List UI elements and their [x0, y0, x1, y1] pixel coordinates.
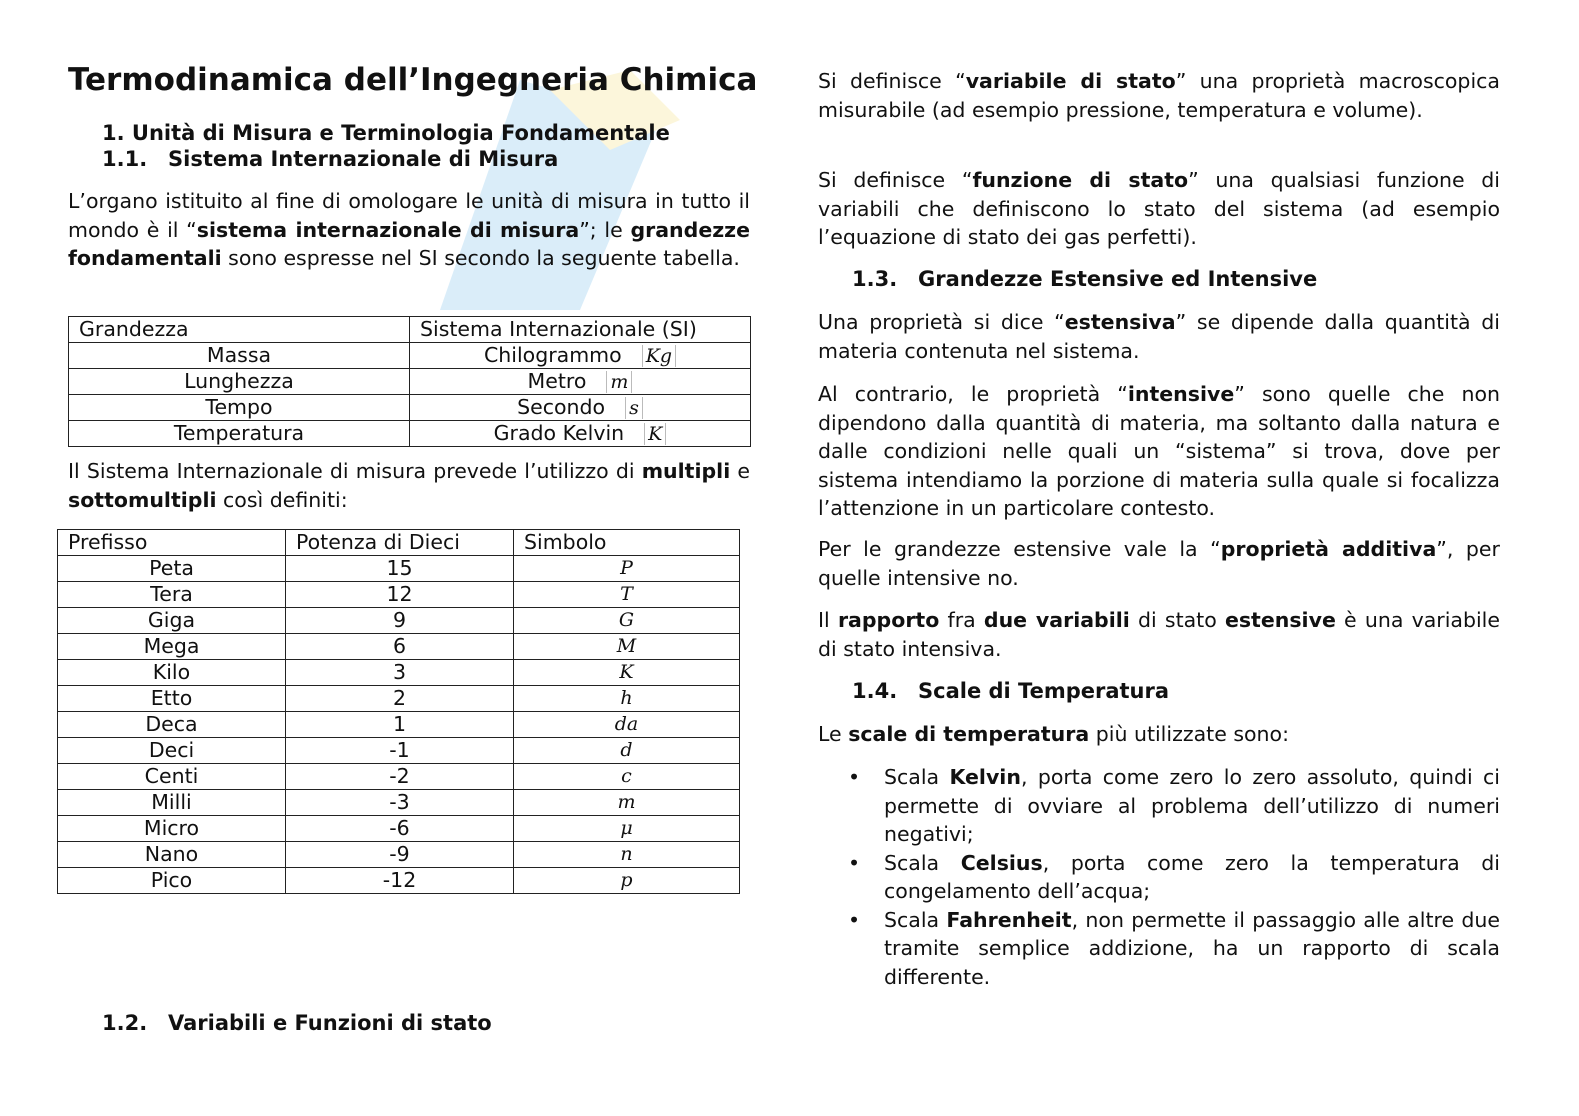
table-row: Lunghezza Metro m — [69, 369, 751, 395]
list-item: • Scala Kelvin, porta come zero lo zero assoluto, quindi ci permette di ovviare al problema dell’utilizzo di numeri negativi; — [848, 765, 1500, 846]
table-row: Tempo Secondo s — [69, 395, 751, 421]
table-header-row: Grandezza Sistema Internazionale (SI) — [69, 317, 751, 343]
section-heading-1-4: 1.4. Scale di Temperatura — [852, 679, 1170, 703]
section-heading-1-2: 1.2. Variabili e Funzioni di stato — [102, 1011, 492, 1035]
table-row: Deca 1 da — [58, 712, 740, 738]
table-row: Deci -1 d — [58, 738, 740, 764]
paragraph-multiples: Il Sistema Internazionale di misura prevede l’utilizzo di multipli e sottomultipli così definiti: — [68, 459, 750, 512]
prefix-table — [57, 529, 740, 894]
paragraph-state-function: Si definisce “funzione di stato” una qualsiasi funzione di variabili che definiscono lo stato del sistema (ad esempio l’equazione di stato dei gas perfetti). — [818, 168, 1501, 249]
table-row: Nano -9 n — [58, 842, 740, 868]
table-row: Massa Chilogrammo Kg — [69, 343, 751, 369]
table-row: Mega 6 M — [58, 634, 740, 660]
list-item: • Scala Celsius, porta come zero la temperatura di congelamento dell’acqua; — [848, 850, 1500, 903]
si-units-table — [68, 316, 751, 447]
section-heading-1-1: 1.1. Sistema Internazionale di Misura — [102, 147, 559, 171]
table-row: Temperatura Grado Kelvin K — [69, 421, 751, 447]
table-row: Micro -6 μ — [58, 816, 740, 842]
table-row: Centi -2 c — [58, 764, 740, 790]
section-heading-1: 1. Unità di Misura e Terminologia Fondamentale — [102, 121, 670, 145]
table-row: Giga 9 G — [58, 608, 740, 634]
paragraph-si-intro: L’organo istituito al fine di omologare le unità di misura in tutto il mondo è il “sistema internazionale di misura”; le grandezze fondamentali sono espresse nel SI secondo la seguente tabella. — [68, 189, 750, 270]
temperature-scale-list — [818, 763, 1500, 991]
paragraph-intensive: Al contrario, le proprietà “intensive” sono quelle che non dipendono dalla quantità di materia, ma soltanto dalla natura e dalle condizioni nelle quali un “sistema” si trova, dove per sistema intendiamo la porzione di materia sulla quale si focalizza l’attenzione in un particolare contesto. — [818, 382, 1500, 520]
table-row: Etto 2 h — [58, 686, 740, 712]
section-heading-1-3: 1.3. Grandezze Estensive ed Intensive — [852, 267, 1318, 291]
paragraph-temperature-scales: Le scale di temperatura più utilizzate sono: — [818, 722, 1289, 746]
table-header-row: Prefisso Potenza di Dieci Simbolo — [58, 530, 740, 556]
table-row: Kilo 3 K — [58, 660, 740, 686]
paragraph-extensive: Una proprietà si dice “estensiva” se dipende dalla quantità di materia contenuta nel sistema. — [818, 310, 1500, 363]
paragraph-additive: Per le grandezze estensive vale la “proprietà additiva”, per quelle intensive no. — [818, 537, 1500, 590]
table-row: Milli -3 m — [58, 790, 740, 816]
page-title: Termodinamica dell’Ingegneria Chimica — [68, 62, 758, 98]
list-item: • Scala Fahrenheit, non permette il passaggio alle altre due tramite semplice addizione, ha un rapporto di scala differente. — [848, 907, 1501, 989]
table-row: Peta 15 P — [58, 556, 740, 582]
paragraph-state-variable: Si definisce “variabile di stato” una proprietà macroscopica misurabile (ad esempio pressione, temperatura e volume). — [818, 69, 1500, 122]
paragraph-ratio: Il rapporto fra due variabili di stato estensive è una variabile di stato intensiva. — [818, 608, 1500, 661]
table-row: Pico -12 p — [58, 868, 740, 894]
table-row: Tera 12 T — [58, 582, 740, 608]
